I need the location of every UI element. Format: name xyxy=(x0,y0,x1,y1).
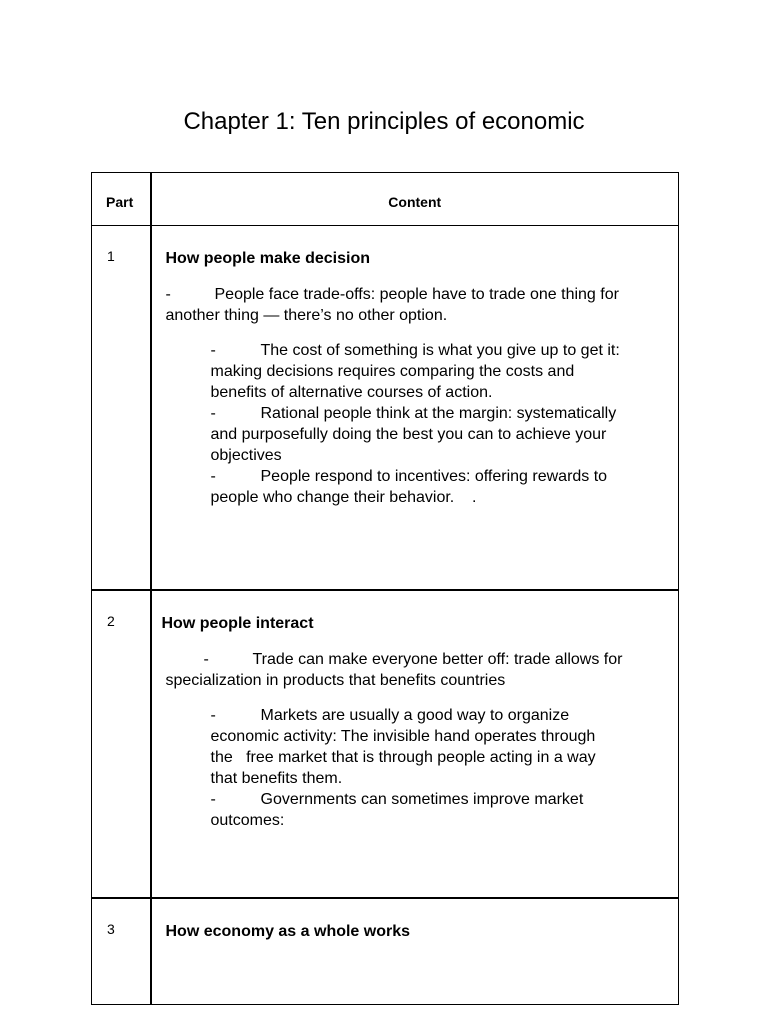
table-row xyxy=(92,590,679,898)
item-text: objectives xyxy=(210,447,282,464)
principles-table xyxy=(91,172,679,1005)
column-header-content: Content xyxy=(151,173,679,226)
section-heading: How economy as a whole works xyxy=(165,923,411,940)
item-text: that benefits them. xyxy=(210,770,343,787)
bullet-dash: - xyxy=(210,405,216,422)
list-item xyxy=(211,403,671,466)
item-text: Markets are usually a good way to organize xyxy=(260,707,570,724)
intro-text: specialization in products that benefits countries xyxy=(165,672,506,689)
sub-bullet-list xyxy=(211,340,671,508)
table-row xyxy=(92,226,679,591)
intro-text: another thing — there’s no other option. xyxy=(165,307,448,324)
item-text: benefits of alternative courses of action. xyxy=(210,384,493,401)
bullet-dash: - xyxy=(210,707,216,724)
intro-line xyxy=(166,649,676,670)
bullet-dash: - xyxy=(210,791,216,808)
part-number: 3 xyxy=(92,898,151,1005)
sub-bullet-list xyxy=(211,705,671,831)
column-header-part: Part xyxy=(92,173,151,226)
table-row xyxy=(92,898,679,1005)
item-text: The cost of something is what you give up to get it: xyxy=(260,342,620,359)
item-text: the free market that is through people acting in a way xyxy=(210,749,596,766)
bullet-dash: - xyxy=(203,651,209,668)
item-text: outcomes: xyxy=(210,812,285,829)
bullet-dash: - xyxy=(165,286,171,303)
content-cell xyxy=(151,590,679,898)
list-item xyxy=(211,789,671,831)
part-number: 1 xyxy=(92,226,151,591)
intro-line xyxy=(166,284,676,305)
item-text: making decisions requires comparing the costs and xyxy=(210,363,575,380)
intro-paragraph xyxy=(166,284,676,326)
intro-text: People face trade-offs: people have to trade one thing for xyxy=(214,286,619,303)
table-header-row xyxy=(92,173,679,226)
section-heading: How people interact xyxy=(161,615,314,632)
bullet-dash: - xyxy=(210,468,216,485)
item-text: Rational people think at the margin: systematically xyxy=(260,405,617,422)
item-text: people who change their behavior. . xyxy=(210,489,477,506)
item-text: economic activity: The invisible hand operates through xyxy=(210,728,596,745)
item-text: Governments can sometimes improve market xyxy=(260,791,584,808)
list-item xyxy=(211,340,671,403)
page-title: Chapter 1: Ten principles of economic xyxy=(183,108,585,135)
list-item xyxy=(211,466,671,508)
item-text: People respond to incentives: offering rewards to xyxy=(260,468,608,485)
intro-paragraph xyxy=(166,649,676,691)
section-heading: How people make decision xyxy=(165,250,370,267)
content-cell xyxy=(151,226,679,591)
list-item xyxy=(211,705,671,789)
item-text: and purposefully doing the best you can to achieve your xyxy=(210,426,607,443)
content-cell xyxy=(151,898,679,1005)
bullet-dash: - xyxy=(210,342,216,359)
part-number: 2 xyxy=(92,590,151,898)
intro-text: Trade can make everyone better off: trade allows for xyxy=(252,651,623,668)
